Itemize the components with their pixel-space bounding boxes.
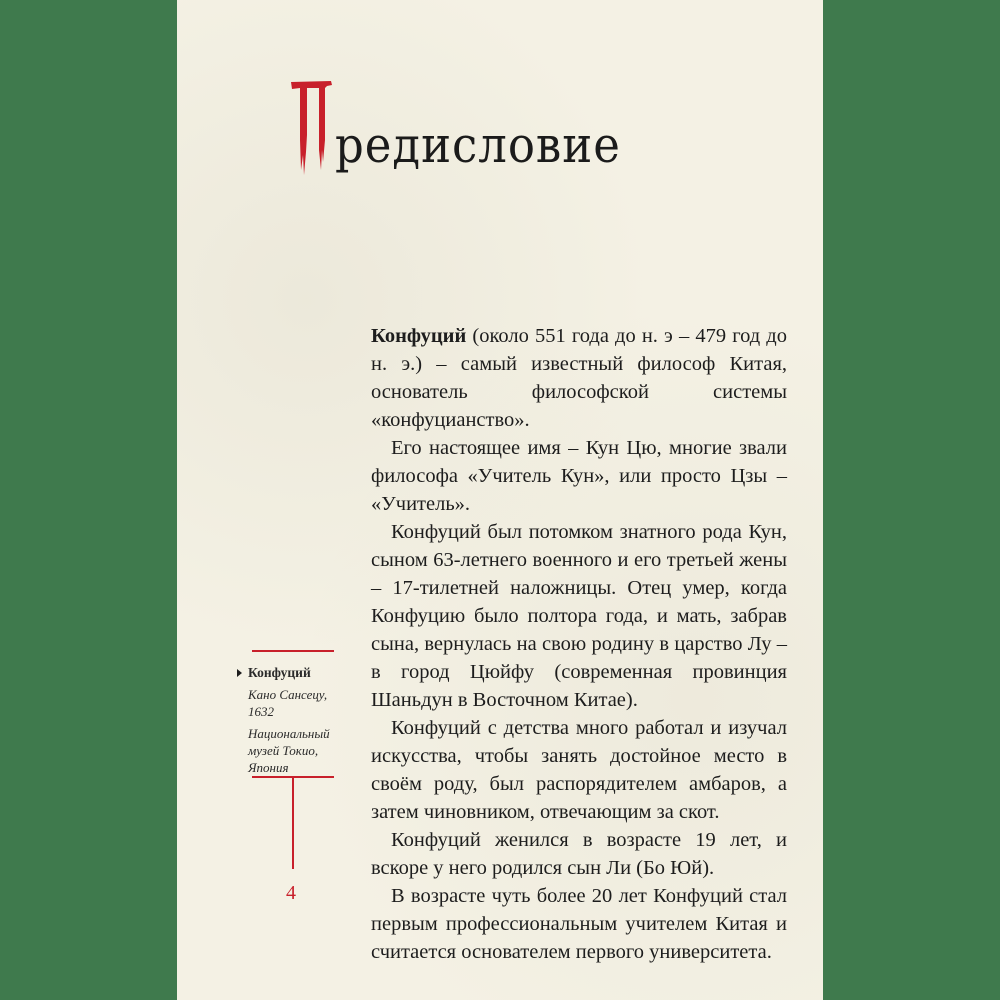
triangle-right-icon xyxy=(237,669,242,677)
paragraph-4: Конфуций с детства много работал и изучал искусства, чтобы занять достойное место в своём роду, был распорядителем амбаров, а затем чиновником, отвечающим за скот. xyxy=(371,717,787,823)
caption-year: 1632 xyxy=(248,704,274,719)
caption-top-rule xyxy=(252,650,334,652)
body-text xyxy=(371,322,787,966)
brush-p-glyph xyxy=(289,80,333,178)
lead-term: Конфуций xyxy=(371,325,467,347)
title-text: редисловие xyxy=(335,116,621,174)
caption-author: Кано Сансецу, xyxy=(248,687,328,702)
dropcap-letter xyxy=(289,80,333,178)
image-caption: Конфуций Кано Сансецу, 1632 Национальный музей Токио, Япония xyxy=(236,664,346,776)
book-page xyxy=(177,0,823,1000)
page-title xyxy=(289,78,621,178)
paragraph-6: В возрасте чуть более 20 лет Конфуций стал первым профессиональным учителем Китая и считается основателем первого университета. xyxy=(371,885,787,963)
caption-stem-line xyxy=(292,777,294,869)
paragraph-1: Конфуций (около 551 года до н. э – 479 год до н. э.) – самый известный философ Китая, основатель философской системы «конфуцианство». xyxy=(371,325,787,431)
paragraph-2: Его настоящее имя – Кун Цю, многие звали философа «Учитель Кун», или просто Цзы – «Учитель». xyxy=(371,437,787,515)
page-number: 4 xyxy=(286,882,296,904)
caption-location: Национальный xyxy=(248,726,330,741)
paragraph-5: Конфуций женился в возрасте 19 лет, и вскоре у него родился сын Ли (Бо Юй). xyxy=(371,829,787,879)
paragraph-3: Конфуций был потомком знатного рода Кун, сыном 63-летнего военного и его третьей жены – 17-тилетней наложницы. Отец умер, когда Конфуцию было полтора года, и мать, забрав сына, вернулась на свою родину в царство Лу – в город Цюйфу (современная провинция Шаньдун в Восточном Китае). xyxy=(371,521,787,711)
caption-title: Конфуций xyxy=(236,664,346,681)
